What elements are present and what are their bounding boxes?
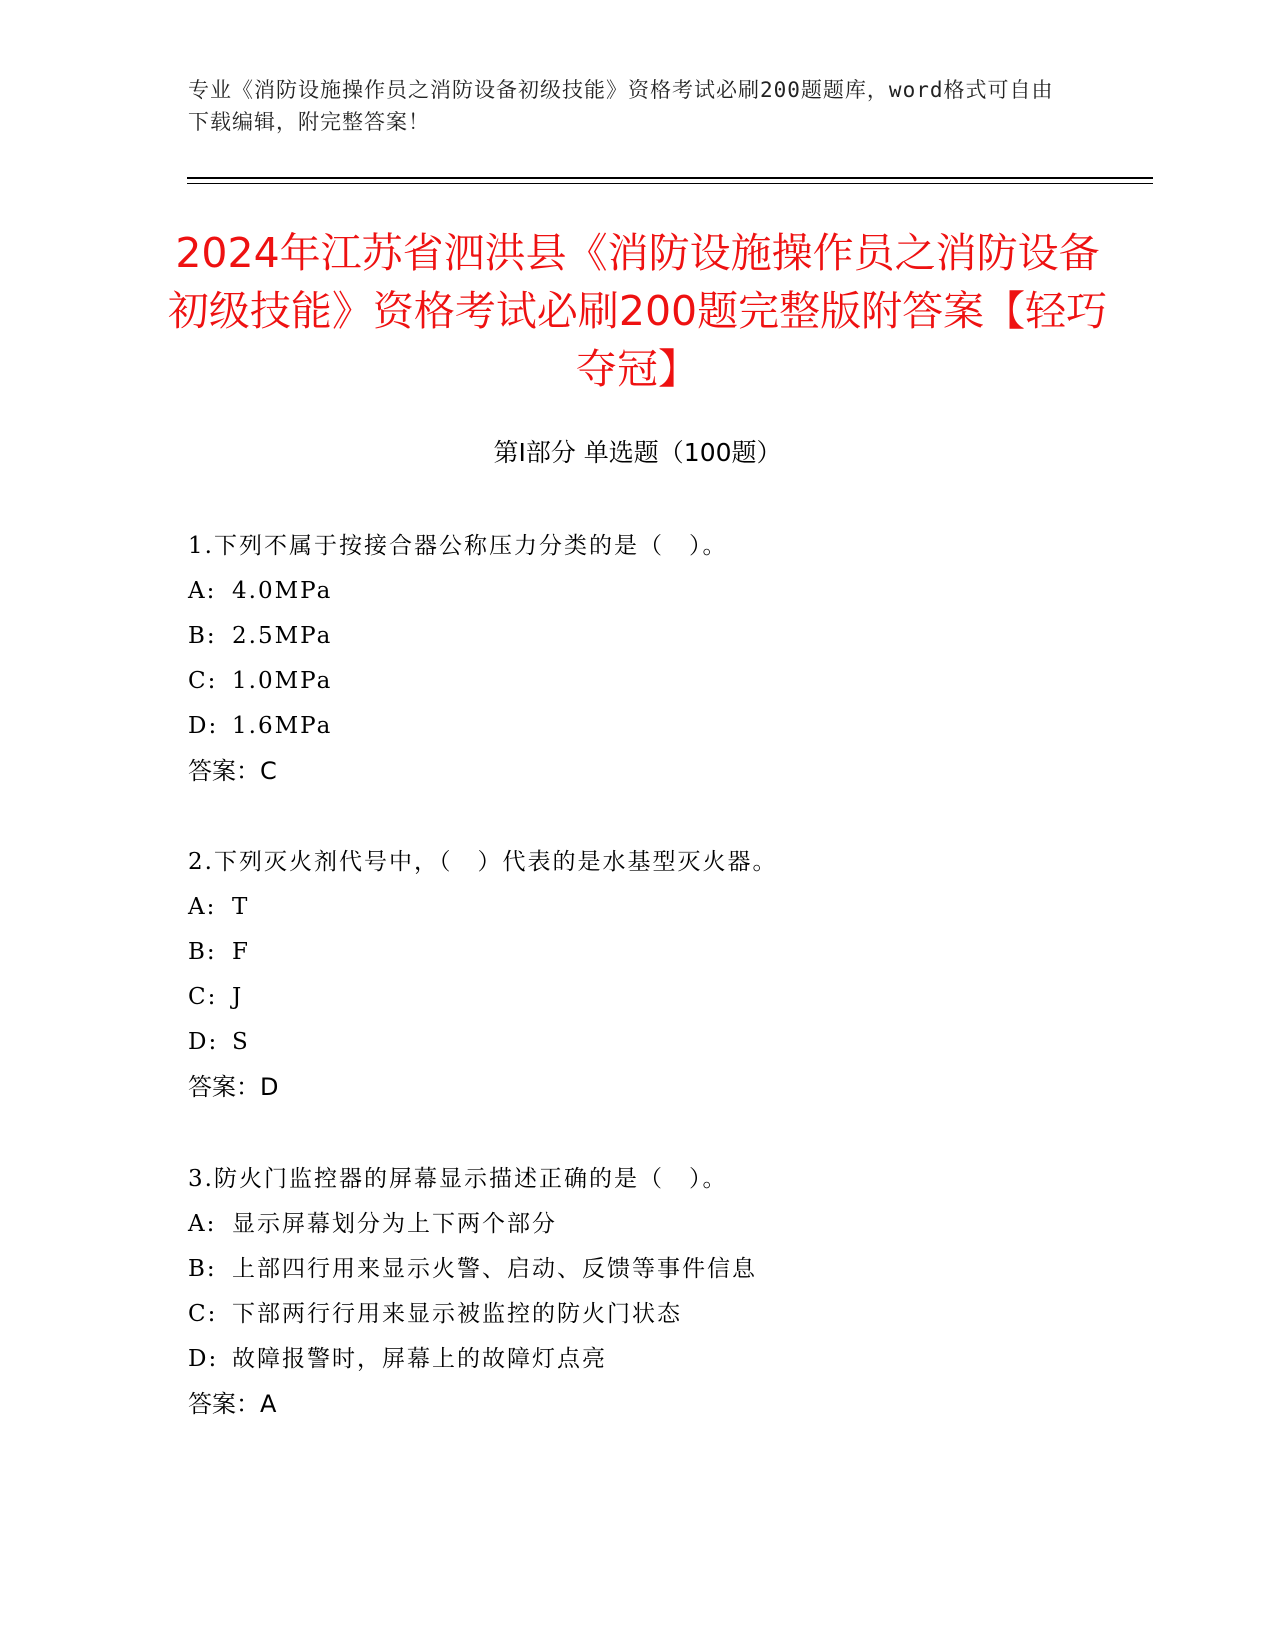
- answer-text: 答案：A: [188, 1390, 277, 1418]
- option-letter: B:: [188, 623, 217, 649]
- option-d: [188, 1020, 1148, 1065]
- question-stem: 2.下列灭火剂代号中，（ ）代表的是水基型灭火器。: [188, 849, 778, 875]
- answer-text: 答案：D: [188, 1073, 279, 1101]
- question-2: [188, 840, 1148, 1110]
- header-rule-thick: [187, 177, 1153, 179]
- option-text: 1.0MPa: [232, 668, 333, 694]
- option-letter: C:: [188, 1301, 218, 1327]
- option-d: [188, 704, 1148, 749]
- option-text: 1.6MPa: [232, 713, 333, 739]
- option-letter: A:: [188, 894, 217, 920]
- answer-text: 答案：C: [188, 757, 277, 785]
- option-b: [188, 1247, 1148, 1292]
- option-letter: D:: [188, 1029, 219, 1055]
- question-3: [188, 1157, 1148, 1427]
- option-text: 故障报警时，屏幕上的故障灯点亮: [232, 1346, 607, 1372]
- question-1: [188, 524, 1148, 794]
- option-a: [188, 1202, 1148, 1247]
- option-letter: A:: [188, 578, 217, 604]
- option-text: 显示屏幕划分为上下两个部分: [232, 1211, 557, 1237]
- option-letter: B:: [188, 939, 217, 965]
- option-b: [188, 930, 1148, 975]
- option-text: J: [232, 984, 244, 1010]
- header-note: 专业《消防设施操作员之消防设备初级技能》资格考试必刷200题题库，word格式可自由下载编辑，附完整答案！: [188, 78, 1054, 134]
- option-text: S: [232, 1029, 250, 1055]
- option-letter: B:: [188, 1256, 217, 1282]
- option-text: 4.0MPa: [232, 578, 333, 604]
- header-rule-thin: [187, 183, 1153, 184]
- option-c: [188, 1292, 1148, 1337]
- option-letter: C:: [188, 668, 218, 694]
- option-d: [188, 1337, 1148, 1382]
- option-text: F: [232, 939, 250, 965]
- option-text: 下部两行行用来显示被监控的防火门状态: [232, 1301, 682, 1327]
- option-a: [188, 885, 1148, 930]
- section-title: 第Ⅰ部分 单选题（100题）: [493, 438, 782, 467]
- option-c: [188, 659, 1148, 704]
- option-b: [188, 614, 1148, 659]
- option-c: [188, 975, 1148, 1020]
- option-text: T: [232, 894, 250, 920]
- option-letter: A:: [188, 1211, 217, 1237]
- option-text: 2.5MPa: [232, 623, 333, 649]
- option-letter: C:: [188, 984, 218, 1010]
- document-title: 2024年江苏省泗洪县《消防设施操作员之消防设备初级技能》资格考试必刷200题完整版附答案【轻巧夺冠】: [167, 229, 1108, 393]
- option-letter: D:: [188, 1346, 219, 1372]
- option-a: [188, 569, 1148, 614]
- option-text: 上部四行用来显示火警、启动、反馈等事件信息: [232, 1256, 757, 1282]
- question-stem: 1.下列不属于按接合器公称压力分类的是（ ）。: [188, 533, 728, 559]
- option-letter: D:: [188, 713, 219, 739]
- question-stem: 3.防火门监控器的屏幕显示描述正确的是（ ）。: [188, 1166, 728, 1192]
